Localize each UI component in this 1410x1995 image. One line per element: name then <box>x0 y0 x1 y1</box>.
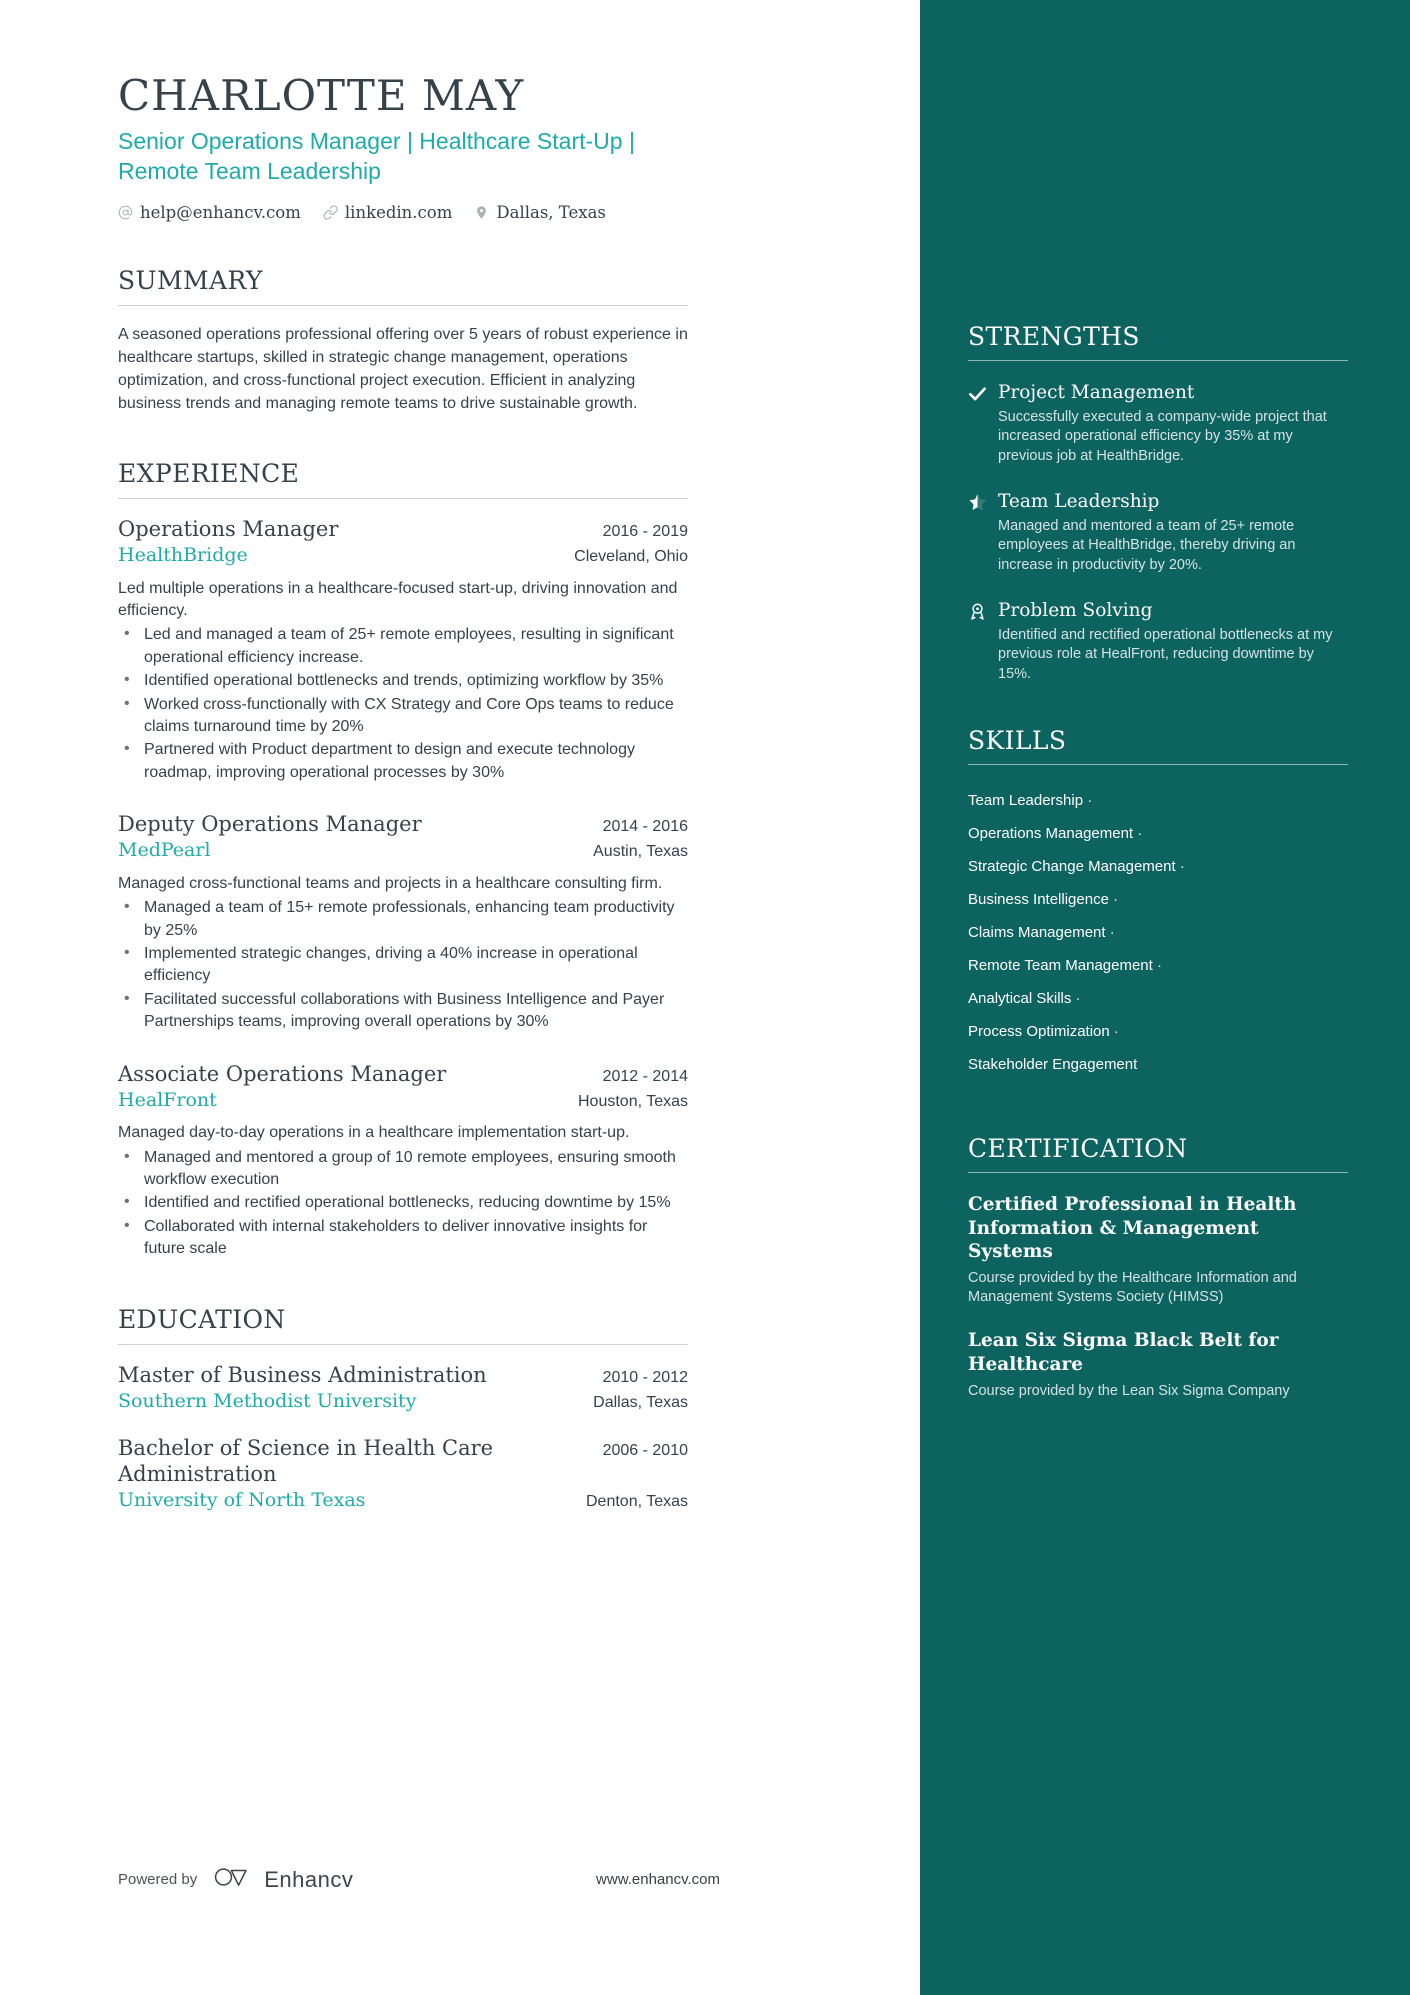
certification-description: Course provided by the Lean Six Sigma Company <box>968 1382 1290 1399</box>
strength-description: Successfully executed a company-wide project that increased operational efficiency by 35% at my previous job at HealthBridge. <box>998 409 1327 464</box>
enhancv-wordmark: Enhancv <box>264 1866 354 1892</box>
education-date: 2006 - 2010 <box>602 1442 688 1460</box>
education-section <box>118 1305 920 1513</box>
skill-separator: · <box>1137 825 1143 843</box>
strength-description: Managed and mentored a team of 25+ remote employees at HealthBridge, thereby driving an increase in productivity by 20%. <box>998 518 1296 573</box>
skill-separator: · <box>1087 792 1093 810</box>
enhancv-logo <box>213 1865 353 1894</box>
skill-item <box>968 950 1348 983</box>
education-location: Dallas, Texas <box>593 1393 688 1411</box>
contact-email[interactable] <box>118 203 301 222</box>
professional-headline: Senior Operations Manager | Healthcare Start-Up | Remote Team Leadership <box>118 128 635 185</box>
skill-separator: · <box>1109 924 1115 942</box>
experience-date: 2014 - 2016 <box>602 818 688 836</box>
powered-by-label: Powered by <box>118 1871 198 1888</box>
contact-location <box>474 203 606 222</box>
experience-heading: EXPERIENCE <box>118 458 300 488</box>
skill-item <box>968 983 1348 1016</box>
skill-item <box>968 818 1348 851</box>
certification-item <box>968 1193 1348 1308</box>
main-column <box>0 0 920 1513</box>
experience-date: 2016 - 2019 <box>602 522 688 540</box>
skill-separator: · <box>1157 957 1162 975</box>
list-item: • Managed and mentored a group of 10 remote employees, ensuring smooth workflow execution <box>118 1147 688 1192</box>
certification-title: Lean Six Sigma Black Belt for Healthcare <box>968 1330 1279 1376</box>
summary-heading: SUMMARY <box>118 265 263 295</box>
skill-label: Team Leadership <box>968 792 1084 810</box>
contact-linkedin[interactable] <box>323 203 452 222</box>
skills-divider <box>968 764 1348 765</box>
check-icon <box>968 381 998 466</box>
page-title: CHARLOTTE MAY <box>118 71 525 120</box>
experience-date: 2012 - 2014 <box>602 1067 688 1085</box>
certification-divider <box>968 1172 1348 1173</box>
location-pin-icon <box>474 205 489 220</box>
skills-section <box>968 726 1348 1082</box>
skills-heading: SKILLS <box>968 725 1067 755</box>
certification-description: Course provided by the Healthcare Information and Management Systems Society (HIMSS) <box>968 1269 1297 1306</box>
experience-job-title: Associate Operations Manager <box>118 1061 447 1086</box>
strength-title: Problem Solving <box>998 599 1153 621</box>
experience-company: HealthBridge <box>118 543 248 566</box>
skill-separator: · <box>1113 891 1119 909</box>
experience-company: MedPearl <box>118 839 211 862</box>
contact-bar <box>118 203 920 222</box>
education-degree: Master of Business Administration <box>118 1362 487 1387</box>
skill-item <box>968 851 1348 884</box>
skill-label: Remote Team Management <box>968 957 1153 975</box>
experience-job-title: Operations Manager <box>118 516 339 541</box>
list-item: • Facilitated successful collaborations with Business Intelligence and Payer Partnerships teams, improving overall operations by 30% <box>118 989 688 1034</box>
experience-description: Managed cross-functional teams and projects in a healthcare consulting firm. <box>118 874 663 892</box>
star-half-icon <box>968 490 998 575</box>
education-entry <box>118 1435 688 1513</box>
skill-item <box>968 785 1348 818</box>
skill-item <box>968 917 1348 950</box>
summary-divider <box>118 305 688 306</box>
skill-separator: · <box>1113 1023 1119 1041</box>
contact-email-text: help@enhancv.com <box>140 202 301 222</box>
list-item: • Worked cross-functionally with CX Strategy and Core Ops teams to reduce claims turnaround time by 20% <box>118 694 688 739</box>
certification-section <box>968 1134 1348 1401</box>
website-url: www.enhancv.com <box>596 1871 720 1888</box>
list-item: • Managed a team of 15+ remote professionals, enhancing team productivity by 25% <box>118 897 688 942</box>
experience-entry <box>118 516 688 784</box>
powered-by-block <box>118 1865 353 1894</box>
enhancv-mark-icon <box>213 1865 255 1894</box>
education-degree: Bachelor of Science in Health Care Administration <box>118 1436 494 1487</box>
experience-bullet-list <box>118 624 688 784</box>
footer <box>118 1865 720 1894</box>
sidebar <box>920 0 1410 1995</box>
certification-heading: CERTIFICATION <box>968 1133 1188 1163</box>
education-entry <box>118 1362 688 1414</box>
education-heading: EDUCATION <box>118 1304 286 1334</box>
experience-location: Austin, Texas <box>593 843 688 861</box>
skill-label: Operations Management <box>968 825 1134 843</box>
strength-item <box>968 599 1348 684</box>
summary-text: A seasoned operations professional offering over 5 years of robust experience in healthcare startups, skilled in strategic change management, operations optimization, and cross-functional project execution. Efficient in analyzing business trends and managing remote teams to drive sustainable growth. <box>118 325 688 412</box>
experience-description: Led multiple operations in a healthcare-focused start-up, driving innovation and efficiency. <box>118 579 678 619</box>
contact-location-text: Dallas, Texas <box>496 202 606 222</box>
strengths-divider <box>968 360 1348 361</box>
experience-company: HealFront <box>118 1088 217 1111</box>
experience-description: Managed day-to-day operations in a healthcare implementation start-up. <box>118 1124 630 1142</box>
skill-label: Stakeholder Engagement <box>968 1056 1138 1074</box>
skill-separator: · <box>1075 990 1081 1008</box>
strengths-section <box>968 322 1348 684</box>
skill-label: Process Optimization <box>968 1023 1110 1041</box>
strength-item <box>968 381 1348 466</box>
experience-section <box>118 459 920 1261</box>
list-item: • Led and managed a team of 25+ remote employees, resulting in significant operational efficiency increase. <box>118 624 688 669</box>
experience-entry <box>118 1061 688 1261</box>
contact-linkedin-text: linkedin.com <box>344 202 453 222</box>
list-item: • Identified operational bottlenecks and trends, optimizing workflow by 35% <box>118 670 688 692</box>
certification-title: Certified Professional in Health Information & Management Systems <box>968 1193 1297 1263</box>
education-school: University of North Texas <box>118 1489 366 1512</box>
strength-item <box>968 490 1348 575</box>
certification-item <box>968 1329 1348 1401</box>
experience-entry <box>118 811 688 1033</box>
experience-bullet-list <box>118 1147 688 1261</box>
skill-separator: · <box>1179 858 1185 876</box>
education-date: 2010 - 2012 <box>602 1368 688 1386</box>
at-icon <box>118 205 133 220</box>
summary-section <box>118 266 920 415</box>
award-ribbon-icon <box>968 599 998 684</box>
skill-item <box>968 884 1348 917</box>
education-location: Denton, Texas <box>586 1493 688 1511</box>
experience-location: Cleveland, Ohio <box>574 547 688 565</box>
skill-item <box>968 1049 1348 1082</box>
skill-item <box>968 1016 1348 1049</box>
link-icon <box>323 205 338 220</box>
list-item: • Implemented strategic changes, driving a 40% increase in operational efficiency <box>118 943 688 988</box>
experience-job-title: Deputy Operations Manager <box>118 812 422 837</box>
strength-title: Project Management <box>998 382 1195 403</box>
skill-label: Business Intelligence <box>968 891 1109 909</box>
strengths-heading: STRENGTHS <box>968 322 1140 351</box>
experience-divider <box>118 498 688 499</box>
education-divider <box>118 1344 688 1345</box>
education-school: Southern Methodist University <box>118 1389 417 1412</box>
experience-bullet-list <box>118 897 688 1033</box>
list-item: • Identified and rectified operational bottlenecks, reducing downtime by 15% <box>118 1192 688 1214</box>
list-item: • Collaborated with internal stakeholders to deliver innovative insights for future scale <box>118 1216 688 1261</box>
strength-description: Identified and rectified operational bottlenecks at my previous role at HealFront, reducing downtime by 15%. <box>998 627 1333 682</box>
skill-label: Claims Management <box>968 924 1106 942</box>
skill-label: Analytical Skills <box>968 990 1072 1008</box>
list-item: • Partnered with Product department to design and execute technology roadmap, improving operational processes by 30% <box>118 739 688 784</box>
experience-location: Houston, Texas <box>578 1092 688 1110</box>
strength-title: Team Leadership <box>998 490 1160 512</box>
skill-label: Strategic Change Management <box>968 858 1176 876</box>
